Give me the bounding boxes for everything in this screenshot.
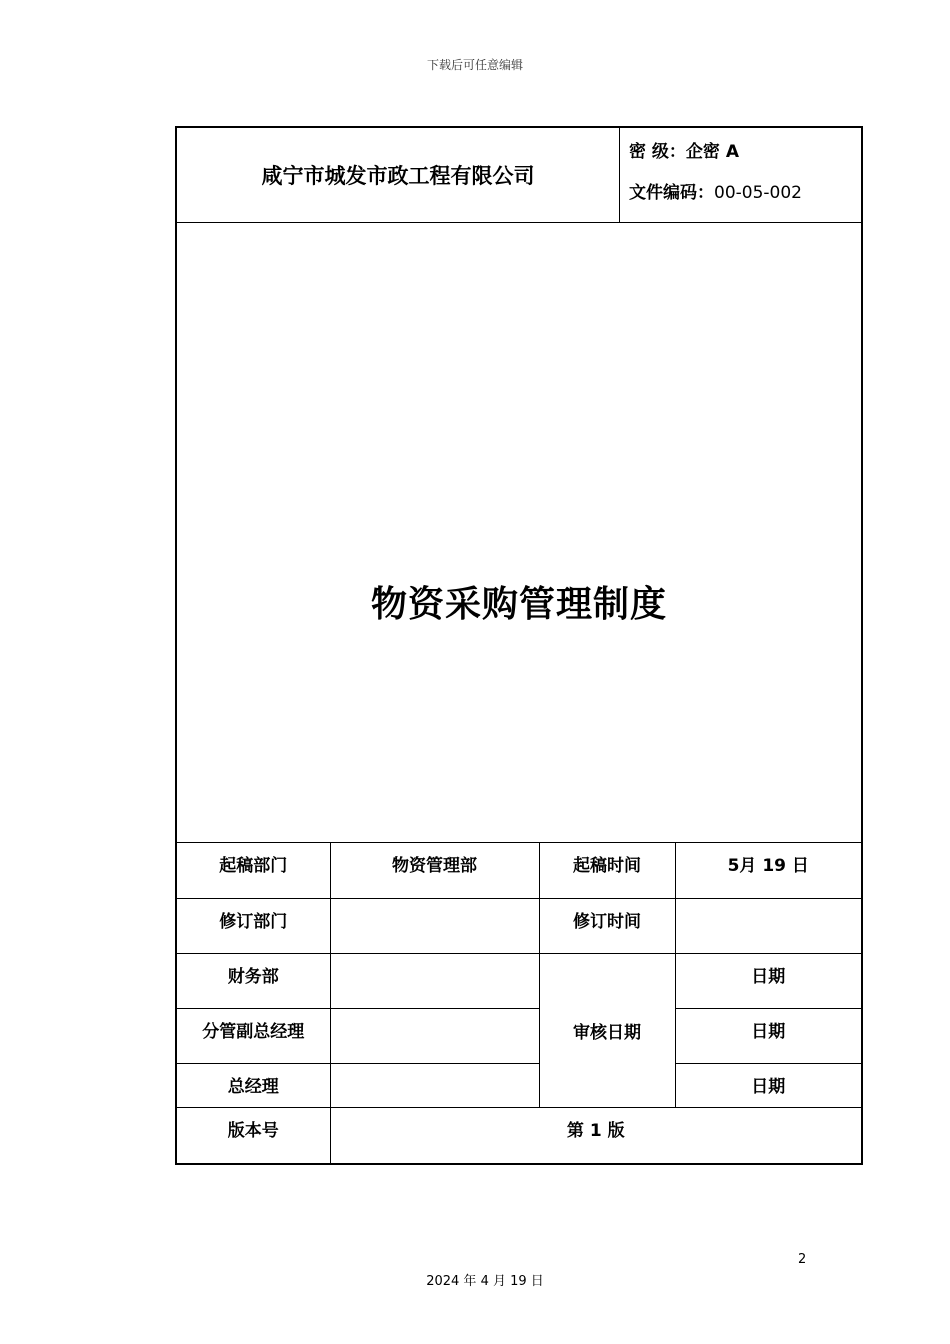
- finance-date-label: 日期: [675, 954, 861, 1009]
- finance-label: 财务部: [177, 954, 330, 1009]
- revise-dept-label: 修订部门: [177, 899, 330, 954]
- review-date-label: 审核日期: [539, 954, 675, 1108]
- vp-label: 分管副总经理: [177, 1009, 330, 1064]
- table-row: [177, 1009, 861, 1064]
- finance-signature: [330, 954, 539, 1009]
- table-row: [177, 1108, 861, 1164]
- draft-time-label: 起稿时间: [539, 843, 675, 899]
- company-name: 咸宁市城发市政工程有限公司: [177, 128, 620, 222]
- document-form: [175, 126, 863, 1165]
- revise-dept-value: [330, 899, 539, 954]
- document-title: 物资采购管理制度: [370, 584, 667, 625]
- file-code: [629, 178, 802, 203]
- footer-date: 2024 年 4 月 19 日: [426, 1274, 544, 1289]
- table-row: [177, 954, 861, 1009]
- version-value: 第 1 版: [330, 1108, 861, 1164]
- approval-table: [177, 842, 861, 1164]
- secrecy-level: [629, 137, 739, 162]
- table-row: [177, 1064, 861, 1108]
- draft-time-value: 5月 19 日: [675, 843, 861, 899]
- file-code-value: 00-05-002: [714, 183, 802, 203]
- revise-time-value: [675, 899, 861, 954]
- page-number: 2: [798, 1252, 807, 1267]
- secrecy-value: 企密 A: [685, 142, 739, 162]
- draft-dept-label: 起稿部门: [177, 843, 330, 899]
- gm-signature: [330, 1064, 539, 1108]
- table-row: [177, 899, 861, 954]
- gm-label: 总经理: [177, 1064, 330, 1108]
- version-label: 版本号: [177, 1108, 330, 1164]
- revise-time-label: 修订时间: [539, 899, 675, 954]
- draft-dept-value: 物资管理部: [330, 843, 539, 899]
- table-row: [177, 843, 861, 899]
- secrecy-label: 密 级：: [629, 142, 686, 162]
- vp-signature: [330, 1009, 539, 1064]
- vp-date-label: 日期: [675, 1009, 861, 1064]
- form-header: [177, 128, 861, 223]
- header-note: 下载后可任意编辑: [426, 58, 523, 72]
- file-code-label: 文件编码：: [629, 183, 714, 203]
- gm-date-label: 日期: [675, 1064, 861, 1108]
